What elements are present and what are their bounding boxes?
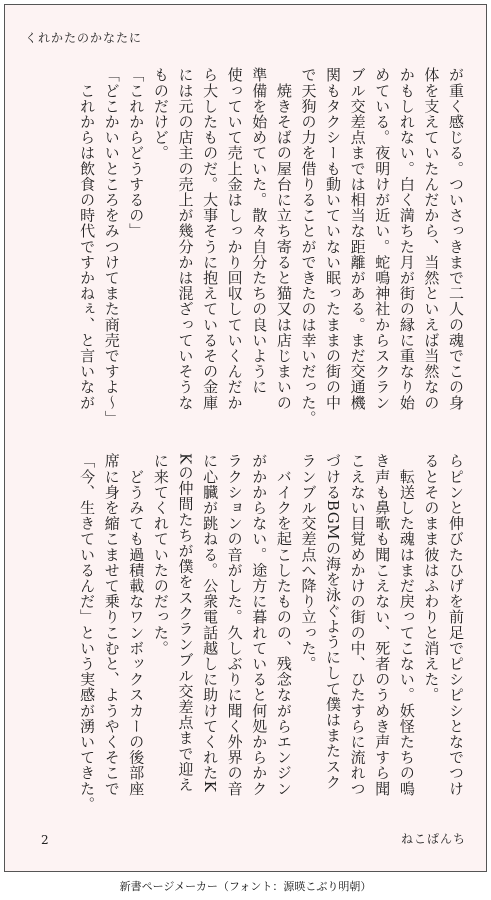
text-block-bottom: [75, 453, 469, 853]
text-column: 「これからどうするの」: [127, 67, 146, 239]
text-column: こえない目覚めかけの街の中、ひたすらに流れつ: [348, 453, 367, 797]
text-column: ランブル交差点へ降り立った。: [299, 453, 318, 672]
book-page: [4, 4, 487, 872]
text-column: どうみても過積載なワンボックスカーの後部座: [127, 453, 146, 797]
text-column: ら大したものだ。大事そうに抱えているその金庫: [201, 67, 220, 411]
text-column: 席に身を縮こませて乗りこむと、ようやくそこで: [102, 453, 121, 797]
text-column: には元の店主の売上が幾分かは混ざっていそうな: [176, 67, 195, 411]
generator-credit: 新書ページメーカー（フォント：源暎こぶり明朝）: [119, 880, 372, 893]
text-column: バイクを起こしたものの、残念ながらエンジン: [274, 453, 293, 797]
text-column: かもしれない。白く満ちた月が街の縁に重なり始: [397, 67, 416, 411]
page-number: 2: [41, 833, 49, 847]
text-column: Kの仲間たちが僕をスクランブル交差点まで迎え: [176, 453, 195, 793]
text-column: 「どこかいいところをみつけてまた商売ですよ〜」: [102, 67, 121, 426]
author-name: ねこぱんち: [400, 832, 466, 846]
text-column: づけるBGMの海を泳ぐようにして僕はまたスク: [324, 453, 343, 790]
text-column: 準備を始めていた。散々自分たちの良いように: [250, 67, 269, 395]
text-column: 体を支えていたんだから、当然といえば当然なの: [422, 67, 441, 411]
text-column: 「今、生きているんだ」という実感が湧いてきた。: [78, 453, 97, 812]
text-column: ブル交差点までは相当な距離がある。まだ交通機: [348, 67, 367, 411]
text-column: 転送した魂はまだ戻ってこない。妖怪たちの鳴: [397, 453, 416, 797]
text-column: るとそのまま彼はふわりと消えた。: [422, 453, 441, 703]
text-block-top: [75, 67, 469, 467]
text-column: 使っていて売上金はしっかり回収していくんだか: [225, 67, 244, 411]
text-column: めている。夜明けが近い。蛇鳴神社からスクラン: [373, 67, 392, 411]
text-column: らピンと伸びたひげを前足でピシピシとなでつけ: [447, 453, 465, 797]
text-column: 焼きそばの屋台に立ち寄ると猫又は店じまいの: [274, 67, 293, 411]
text-column: 関もタクシーも動いていない眠ったままの街の中: [324, 67, 343, 411]
text-column: に心臓が跳ねる。公衆電話越しに助けてくれたK: [201, 453, 220, 793]
text-column: がかからない。途方に暮れていると何処からかク: [250, 453, 269, 797]
text-column: ラクションの音がした。久しぶりに聞く外界の音: [225, 453, 244, 797]
text-column: これからは飲食の時代ですかねぇ、と言いなが: [78, 67, 97, 411]
text-column: が重く感じる。ついさっきまで二人の魂でこの身: [447, 67, 465, 411]
text-column: き声も鼻歌も聞こえない、死者のうめき声すら聞: [373, 453, 392, 797]
text-column: に来てくれていたのだった。: [151, 453, 170, 656]
running-title: くれかたのかなたに: [25, 31, 143, 45]
text-column: で天狗の力を借りることができたのは幸いだった。: [299, 67, 318, 426]
text-column: ものだけど。: [151, 67, 170, 161]
